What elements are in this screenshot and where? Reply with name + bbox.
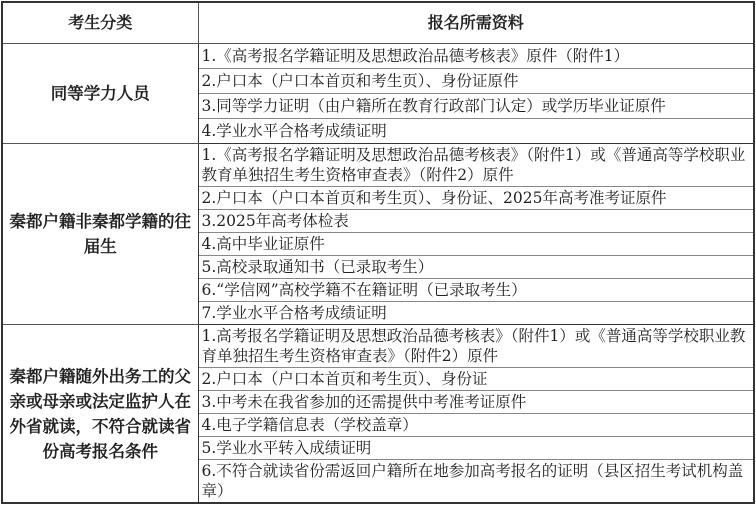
material-item: 3.同等学力证明（由户籍所在教育行政部门认定）或学历毕业证原件 <box>198 94 754 119</box>
table-row <box>2 144 754 187</box>
registration-materials-table <box>1 1 755 504</box>
category-cell: 秦都户籍非秦都学籍的往届生 <box>2 144 198 325</box>
table-row <box>2 325 754 368</box>
material-item: 3.2025年高考体检表 <box>198 210 754 233</box>
material-item: 6.不符合就读省份需返回户籍所在地参加高考报名的证明（县区招生考试机构盖章） <box>198 460 754 504</box>
header-materials: 报名所需资料 <box>198 2 754 44</box>
material-item: 4.电子学籍信息表（学校盖章） <box>198 414 754 437</box>
material-item: 2.户口本（户口本首页和考生页）、身份证原件 <box>198 69 754 94</box>
material-item: 5.高校录取通知书（已录取考生） <box>198 256 754 279</box>
material-item: 4.学业水平合格考成绩证明 <box>198 119 754 144</box>
material-item: 3.中考未在我省参加的还需提供中考准考证原件 <box>198 391 754 414</box>
header-category: 考生分类 <box>2 2 198 44</box>
category-cell: 秦都户籍随外出务工的父亲或母亲或法定监护人在外省就读，不符合就读省份高考报名条件 <box>2 325 198 504</box>
material-item: 6.“学信网”高校学籍不在籍证明（已录取考生） <box>198 279 754 302</box>
material-item: 1.高考报名学籍证明及思想政治品德考核表》（附件1）或《普通高等学校职业教育单独招生考生资格审查表》（附件2）原件 <box>198 325 754 368</box>
material-item: 2.户口本（户口本首页和考生页）、身份证、2025年高考准考证原件 <box>198 187 754 210</box>
material-item: 5.学业水平转入成绩证明 <box>198 437 754 460</box>
material-item: 2.户口本（户口本首页和考生页）、身份证 <box>198 368 754 391</box>
category-cell: 同等学力人员 <box>2 44 198 144</box>
material-item: 1.《高考报名学籍证明及思想政治品德考核表》原件（附件1） <box>198 44 754 69</box>
material-item: 7.学业水平合格考成绩证明 <box>198 302 754 325</box>
header-row <box>2 2 754 44</box>
table-row <box>2 44 754 69</box>
material-item: 4.高中毕业证原件 <box>198 233 754 256</box>
material-item: 1.《高考报名学籍证明及思想政治品德考核表》（附件1）或《普通高等学校职业教育单独招生考生资格审查表》（附件2）原件 <box>198 144 754 187</box>
